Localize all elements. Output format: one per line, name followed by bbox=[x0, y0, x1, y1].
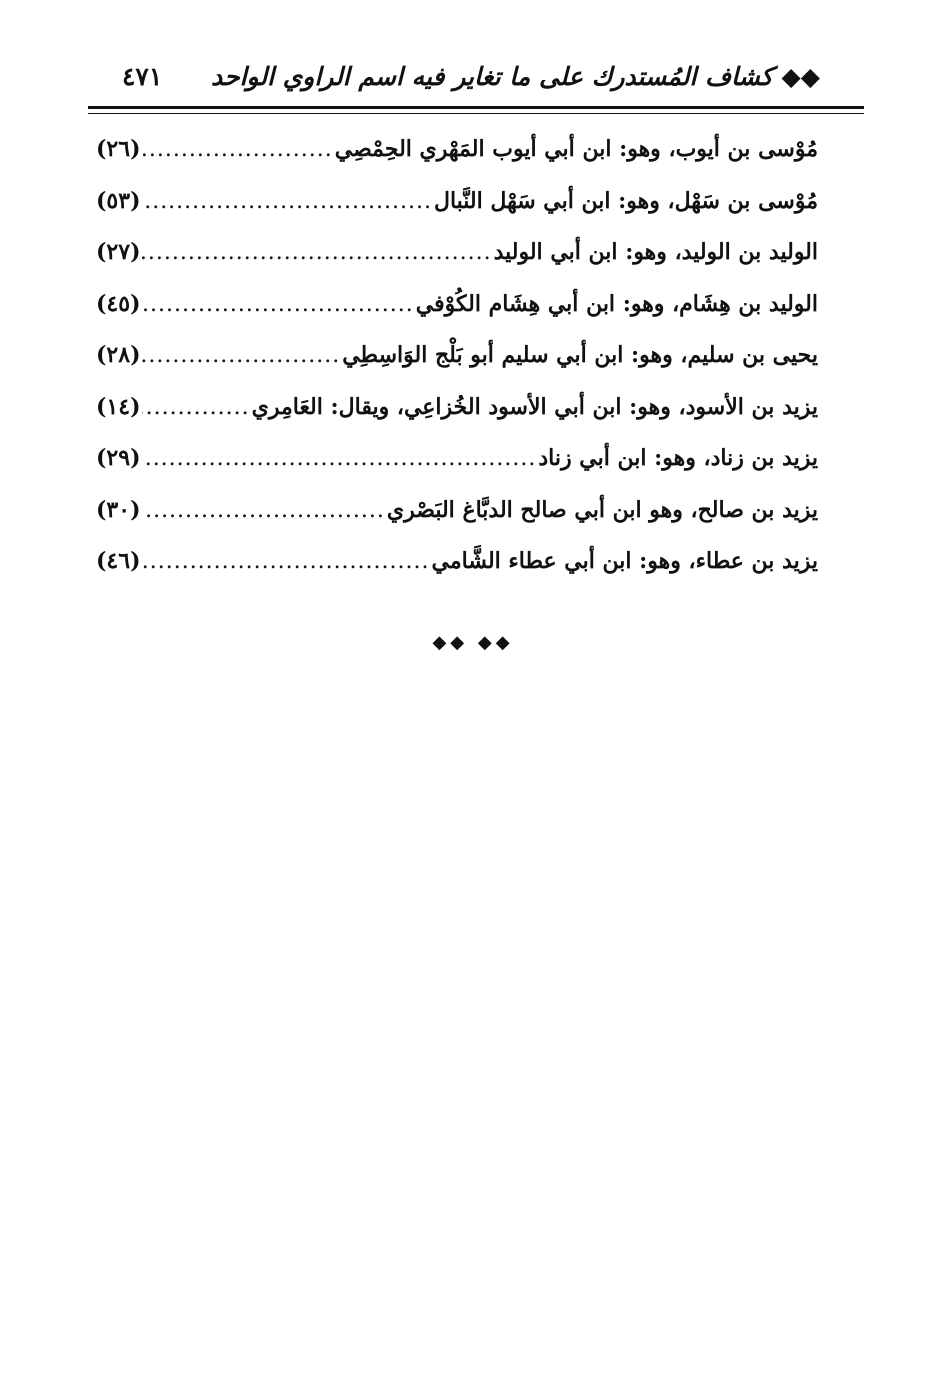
entry-text: يزيد بن عطاء، وهو: ابن أبي عطاء الشَّامي bbox=[431, 548, 818, 574]
entry-reference: (١٤) bbox=[96, 393, 141, 420]
index-entry bbox=[96, 291, 818, 343]
entry-reference: (٢٧) bbox=[96, 239, 141, 265]
index-entry bbox=[96, 548, 818, 600]
dot-leader bbox=[142, 549, 429, 574]
entry-reference: (٣٠) bbox=[96, 496, 141, 523]
entry-text: يزيد بن الأسود، وهو: ابن أبي الأسود الخُزاعِي، ويقال: العَامِري bbox=[251, 393, 818, 420]
entry-text: مُوْسى بن سَهْل، وهو: ابن أبي سَهْل النَّبال bbox=[433, 187, 818, 214]
dot-leader bbox=[142, 395, 249, 420]
entry-reference: (٢٦) bbox=[96, 136, 141, 162]
index-entry bbox=[96, 342, 818, 394]
dot-leader bbox=[142, 446, 536, 471]
index-entry bbox=[96, 188, 818, 240]
index-entry bbox=[96, 394, 818, 446]
entry-text: الوليد بن الوليد، وهو: ابن أبي الوليد bbox=[493, 239, 818, 265]
index-entry bbox=[96, 445, 818, 497]
entry-reference: (٤٥) bbox=[96, 290, 141, 317]
dot-leader bbox=[142, 292, 413, 317]
entry-reference: (٢٩) bbox=[96, 445, 141, 471]
entry-text: يزيد بن زناد، وهو: ابن أبي زناد bbox=[538, 445, 818, 471]
entry-reference: (٥٣) bbox=[96, 187, 141, 214]
entry-text: يزيد بن صالح، وهو ابن أبي صالح الدبَّاغ البَصْري bbox=[386, 496, 818, 523]
header-rule-thin bbox=[88, 113, 864, 114]
entry-text: مُوْسى بن أيوب، وهو: ابن أبي أيوب المَهْري الحِمْصِي bbox=[334, 136, 818, 162]
section-end-ornament: ◆◆ ◆◆ bbox=[432, 632, 514, 653]
dot-leader bbox=[142, 240, 491, 265]
index-entry bbox=[96, 497, 818, 549]
entry-text: الوليد بن هِشَام، وهو: ابن أبي هِشَام الكُوْفي bbox=[415, 290, 818, 317]
running-header-title: ◆◆ كشاف المُستدرك على ما تغاير فيه اسم الراوي الواحد bbox=[211, 62, 820, 91]
dot-leader bbox=[142, 343, 340, 368]
entry-reference: (٤٦) bbox=[96, 548, 141, 574]
dot-leader bbox=[142, 137, 332, 162]
index-entry bbox=[96, 136, 818, 188]
index-entries bbox=[96, 136, 818, 600]
dot-leader bbox=[142, 189, 431, 214]
entry-reference: (٢٨) bbox=[96, 342, 141, 368]
header-rule-thick bbox=[88, 106, 864, 109]
running-header bbox=[92, 58, 820, 108]
page-number: ٤٧١ bbox=[122, 62, 163, 91]
entry-text: يحيى بن سليم، وهو: ابن أبي سليم أبو بَلْج الوَاسِطِي bbox=[342, 342, 818, 368]
dot-leader bbox=[142, 498, 384, 523]
index-entry bbox=[96, 239, 818, 291]
